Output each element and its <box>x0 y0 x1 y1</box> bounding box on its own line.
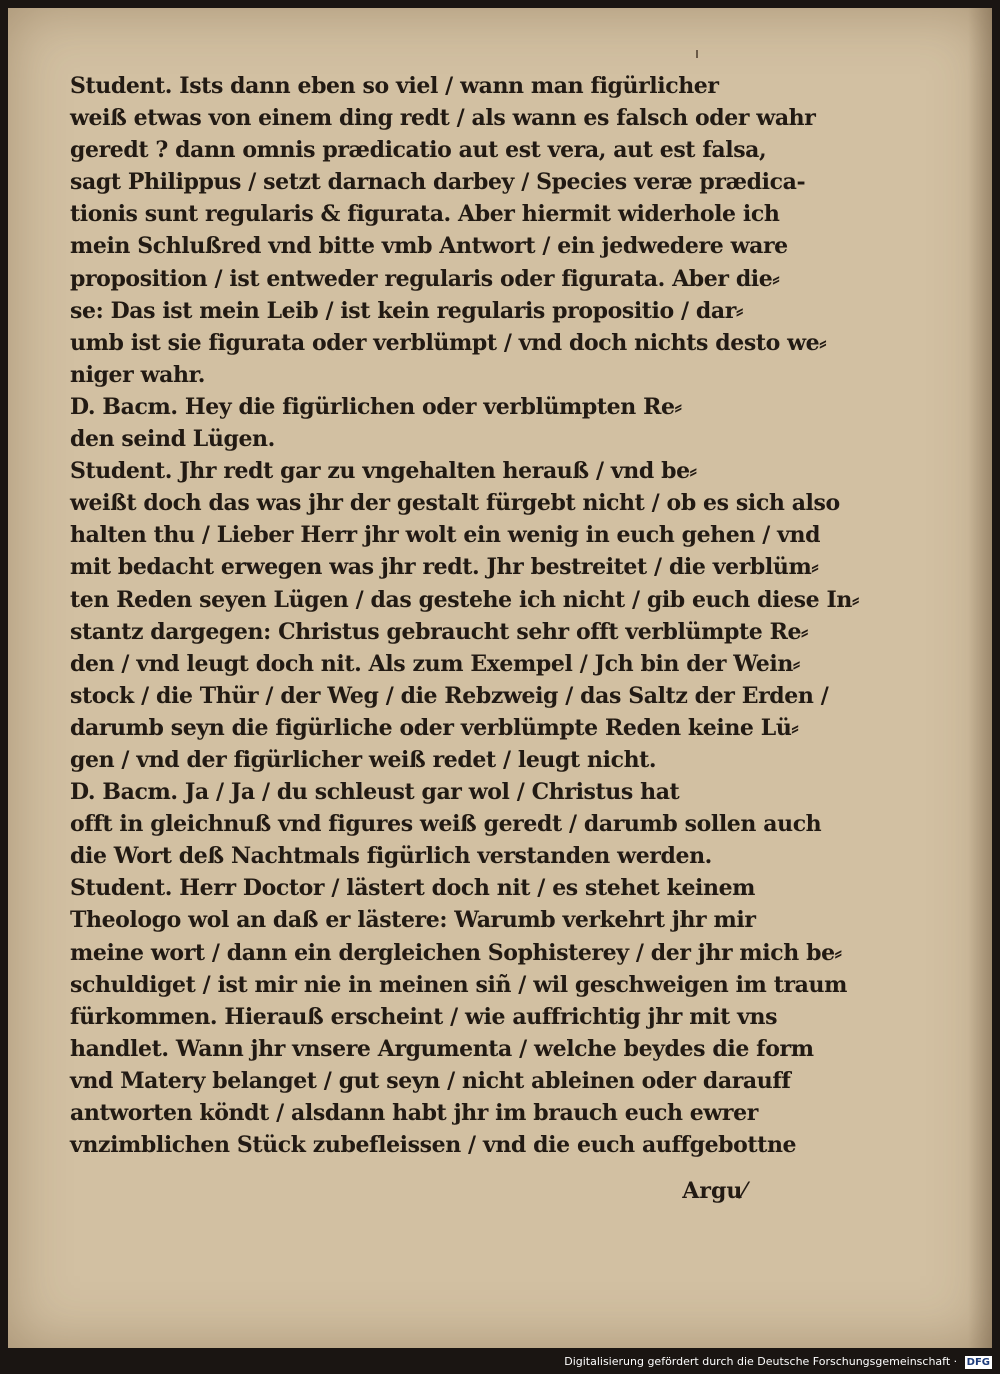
scanned-page <box>8 8 992 1348</box>
text-line: gen / vnd der figürlicher weiß redet / leugt nicht. <box>70 746 657 773</box>
text-line: D. Bacm. Hey die figürlichen oder verblümpten Re⸗ <box>70 393 682 420</box>
catchword: Argu⁄ <box>682 1178 746 1204</box>
text-line: stantz dargegen: Christus gebraucht sehr offt verblümpte Re⸗ <box>70 618 808 645</box>
text-line: weiß etwas von einem ding redt / als wann es falsch oder wahr <box>70 105 816 132</box>
page-mark <box>696 50 698 58</box>
paragraph <box>70 872 847 1161</box>
footer-credit-bar <box>0 1355 992 1369</box>
text-line: weißt doch das was jhr der gestalt fürgebt nicht / ob es sich also <box>70 490 840 517</box>
text-line: den / vnd leugt doch nit. Als zum Exempel / Jch bin der Wein⸗ <box>70 650 800 677</box>
text-line: vnzimblichen Stück zubefleissen / vnd die euch auffgebottne <box>70 1132 797 1159</box>
text-line: fürkommen. Hierauß erscheint / wie auffrichtig jhr mit vns <box>70 1003 778 1030</box>
text-line: mit bedacht erwegen was jhr redt. Jhr bestreitet / die verblüm⸗ <box>70 554 819 581</box>
text-line: schuldiget / ist mir nie in meinen siñ / wil geschweigen im traum <box>70 971 847 998</box>
text-line: Student. Ists dann eben so viel / wann man figürlicher <box>70 73 719 99</box>
paragraph <box>70 70 827 391</box>
dfg-logo: DFG <box>966 1356 990 1368</box>
page-text-block <box>70 70 859 1204</box>
text-line: halten thu / Lieber Herr jhr wolt ein wenig in euch gehen / vnd <box>70 522 821 549</box>
text-line: tionis sunt regularis & figurata. Aber hiermit widerhole ich <box>70 201 780 228</box>
text-line: proposition / ist entweder regularis oder figurata. Aber die⸗ <box>70 265 780 292</box>
text-line: stock / die Thür / der Weg / die Rebzweig / das Saltz der Erden / <box>70 682 829 709</box>
text-line: D. Bacm. Ja / Ja / du schleust gar wol / Christus hat <box>70 779 680 806</box>
body-text <box>70 70 859 1161</box>
text-line: den seind Lügen. <box>70 426 275 453</box>
text-line: offt in gleichnuß vnd figures weiß geredt / darumb sollen auch <box>70 811 822 838</box>
page-edge-shadow <box>968 8 992 1348</box>
paragraph <box>70 455 859 776</box>
text-line: Student. Herr Doctor / lästert doch nit / es stehet keinem <box>70 875 756 902</box>
text-line: umb ist sie figurata oder verblümpt / vnd doch nichts desto we⸗ <box>70 329 827 356</box>
text-line: meine wort / dann ein dergleichen Sophisterey / der jhr mich be⸗ <box>70 939 842 966</box>
text-line: vnd Matery belanget / gut seyn / nicht ableinen oder darauff <box>70 1067 791 1094</box>
text-line: sagt Philippus / setzt darnach darbey / Species veræ prædica- <box>70 169 806 196</box>
text-line: Theologo wol an daß er lästere: Warumb verkehrt jhr mir <box>70 907 756 934</box>
text-line: handlet. Wann jhr vnsere Argumenta / welche beydes die form <box>70 1035 814 1062</box>
text-line: Student. Jhr redt gar zu vngehalten herauß / vnd be⸗ <box>70 458 697 485</box>
text-line: geredt ? dann omnis prædicatio aut est vera, aut est falsa, <box>70 137 767 164</box>
text-line: ten Reden seyen Lügen / das gestehe ich nicht / gib euch diese In⸗ <box>70 586 859 613</box>
text-line: die Wort deß Nachtmals figürlich verstanden werden. <box>70 843 712 870</box>
text-line: se: Das ist mein Leib / ist kein regularis propositio / dar⸗ <box>70 297 743 324</box>
text-line: niger wahr. <box>70 361 206 388</box>
credit-separator: · <box>953 1355 958 1368</box>
paragraph <box>70 776 822 872</box>
paragraph <box>70 391 746 455</box>
funding-credit: Digitalisierung gefördert durch die Deutsche Forschungsgemeinschaft <box>564 1355 951 1368</box>
text-line: darumb seyn die figürliche oder verblümpte Reden keine Lü⸗ <box>70 714 799 741</box>
text-line: mein Schlußred vnd bitte vmb Antwort / ein jedwedere ware <box>70 233 788 260</box>
text-line: antworten köndt / alsdann habt jhr im brauch euch ewrer <box>70 1100 758 1126</box>
